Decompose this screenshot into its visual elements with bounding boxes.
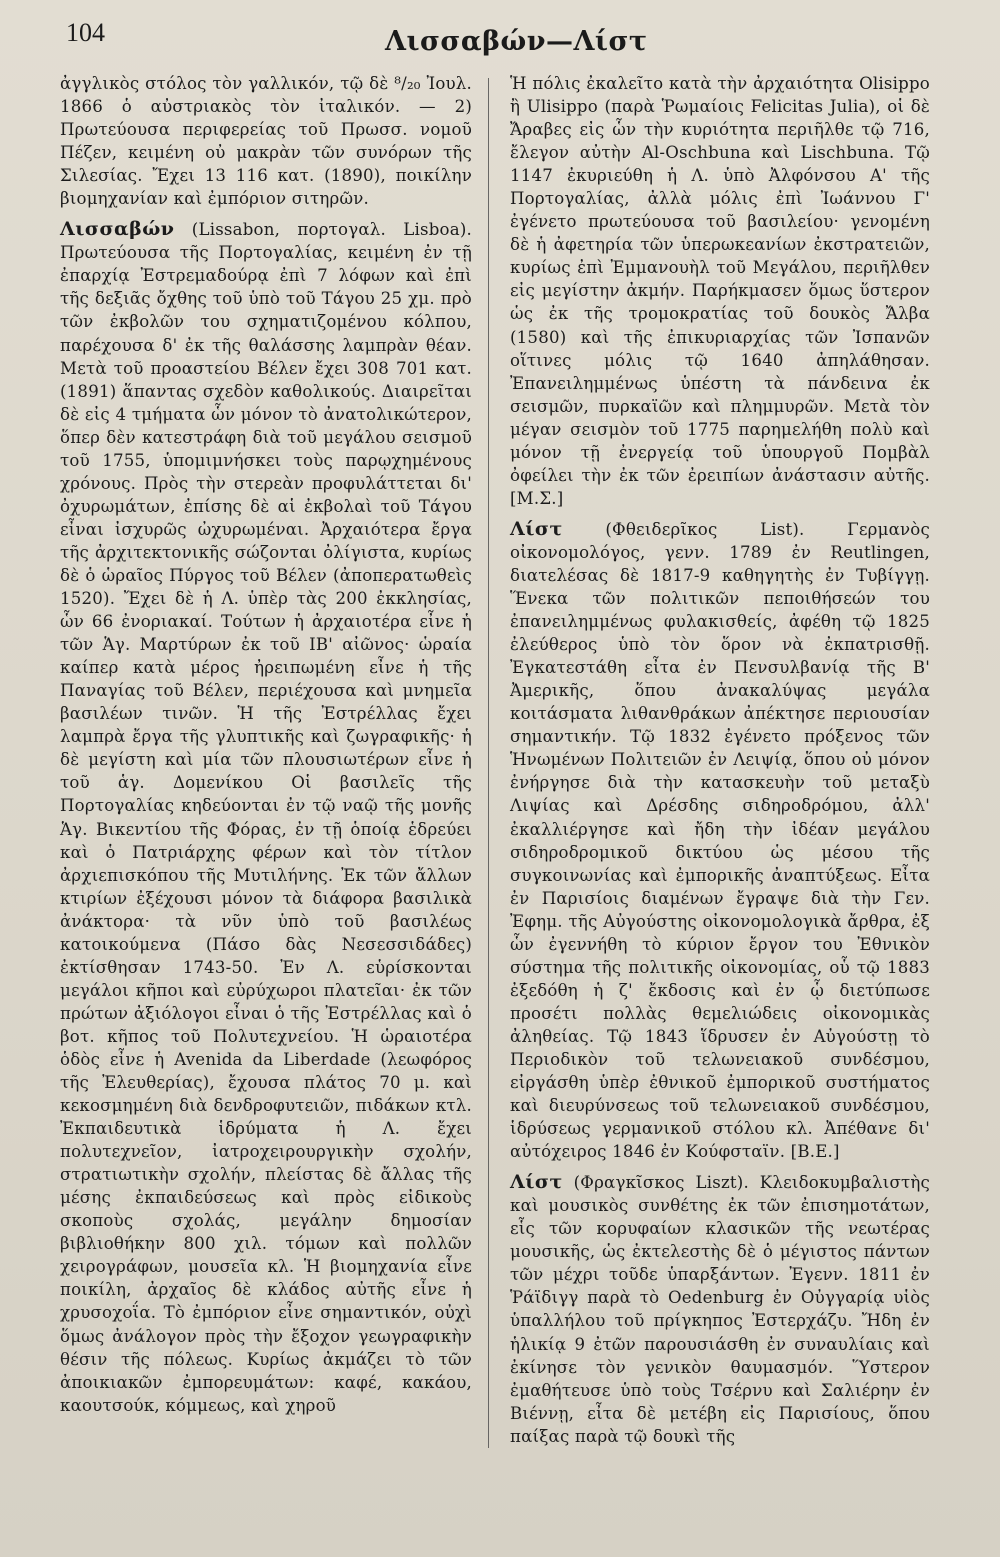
entry-headword: Λισσαβών [60, 218, 175, 241]
column-divider [488, 78, 489, 1448]
entry-lisbon [60, 218, 472, 1416]
entry-headword: Λίστ [510, 517, 563, 540]
left-column [60, 72, 472, 1417]
entry-text: (Φθειδερῖκος List). Γερμανὸς οἰκονομολόγος, γενν. 1789 ἐν Reutlingen, διατελέσας δὲ 1817-9 καθηγητὴς ἐν Τυβίγγῃ. Ἕνεκα τῶν πολιτικῶν πεποιθήσεών του ἐπανειλημμένως φυλακισθείς, ἀφέθη τῷ 1825 ἐλεύθερος ὑπὸ τὸν ὅρον νὰ ἐκπατρισθῇ. Ἐγκατεστάθη εἶτα ἐν Πενσυλβανίᾳ τῆς Β' Ἀμερικῆς, ὅπου ἀνακαλύψας μεγάλα κοιτάσματα λιθανθράκων ἀπέκτησε περιουσίαν σημαντικήν. Τῷ 1832 ἐγένετο πρόξενος τῶν Ἡνωμένων Πολιτειῶν ἐν Λειψίᾳ, ὅπου οὐ μόνον ἐνήργησε διὰ τὴν κατασκευὴν τοῦ μεταξὺ Λιψίας καὶ Δρέσδης σιδηροδρόμου, ἀλλ' ἐκαλλιέργησε καὶ ἤδη τὴν ἰδέαν μεγάλου σιδηροδρομικοῦ δικτύου ὡς μέσου τῆς συγκοινωνίας καὶ ἐμπορικῆς ἀναπτύξεως. Εἶτα ἐν Παρισίοις διαμένων ἔγραψε διὰ τὴν Γεν. Ἐφημ. τῆς Αὐγούστης οἰκονομολογικὰ ἄρθρα, ἐξ ὧν ἐγεννήθη τὸ κύριον ἔργον του Ἐθνικὸν σύστημα τῆς πολιτικῆς οἰκονομίας, οὗ τῷ 1883 ἐξεδόθη ἡ ζ' ἔκδοσις καὶ ἐν ᾧ διετύπωσε προσέτι πολλὰς θεμελιώδεις οἰκονομικὰς ἀληθείας. Τῷ 1843 ἵδρυσεν ἐν Αὐγούστῃ τὸ Περιοδικὸν τοῦ τελωνειακοῦ συνδέσμου, εἰργάσθη ὑπὲρ ἐθνικοῦ ἐμπορικοῦ συστήματος καὶ διευρύνσεως τοῦ τελωνειακοῦ συνδέσμου, ἱδρύσεως γερμανικοῦ στόλου κλ. Ἀπέθανε δι' αὐτόχειρος 1846 ἐν Κούφσταϊν. [Β.Ε.] [510, 519, 930, 1162]
right-column [510, 72, 930, 1448]
entry-headword: Λίστ [510, 1171, 563, 1194]
entry-list-friedrich [510, 518, 930, 1163]
continued-paragraph: Ἡ πόλις ἐκαλεῖτο κατὰ τὴν ἀρχαιότητα Olisippo ἢ Ulisippo (παρὰ Ῥωμαίοις Felicitas Julia), οἱ δὲ Ἄραβες εἰς ὧν τὴν κυριότητα περιῆλθε τῷ 716, ἔλεγον αὐτὴν Al-Oschbuna καὶ Lischbuna. Τῷ 1147 ἐκυριεύθη ἡ Λ. ὑπὸ Ἀλφόνσου Α' τῆς Πορτογαλίας, ἀλλὰ μόλις ἐπὶ Ἰωάννου Γ' ἐγένετο πρωτεύουσα τοῦ βασιλείου· γενομένη δὲ ἡ ἀφετηρία τῶν ὑπερωκεανίων ἐκστρατειῶν, κυρίως ἐπὶ Ἐμμανουὴλ τοῦ Μεγάλου, περιῆλθεν εἰς μεγίστην ἀκμήν. Παρήκμασεν ὅμως ὕστερον ὡς ἐκ τῆς τρομοκρατίας τοῦ δουκὸς Ἄλβα (1580) καὶ τῆς ἐπικυριαρχίας τῶν Ἰσπανῶν οἵτινες μόλις τῷ 1640 ἀπηλάθησαν. Ἐπανειλημμένως ὑπέστη τὰ πάνδεινα ἐκ σεισμῶν, πυρκαϊῶν καὶ πλημμυρῶν. Μετὰ τὸν μέγαν σεισμὸν τοῦ 1775 παρημελήθη πολὺ καὶ μόνον τῇ ἐνεργείᾳ τοῦ ὑπουργοῦ Πομβὰλ ὀφείλει τὴν ἐκ τῶν ἐρειπίων ἀνάστασιν αὐτῆς. [Μ.Σ.] [510, 74, 930, 508]
running-head: Λισσαβών—Λίστ [385, 26, 648, 57]
entry-text: (Φραγκῖσκος Liszt). Κλειδοκυμβαλιστὴς καὶ μουσικὸς συνθέτης ἐκ τῶν ἐπισημοτάτων, εἷς τῶν κορυφαίων κλασικῶν τῆς νεωτέρας μουσικῆς, ὡς ἐκτελεστὴς δὲ ὁ μέγιστος πάντων τῶν μέχρι τοῦδε ὑπαρξάντων. Ἐγενν. 1811 ἐν Ῥάϊδιγγ παρὰ τὸ Oedenburg ἐν Οὐγγαρίᾳ υἱὸς ὑπαλλήλου τοῦ πρίγκηπος Ἐστερχάζυ. Ἤδη ἐν ἡλικίᾳ 9 ἐτῶν παρουσιάσθη ἐν συναυλίαις καὶ ἐκίνησε τὸν γενικὸν θαυμασμόν. Ὕστερον ἐμαθήτευσε ὑπὸ τοὺς Τσέρνυ καὶ Σαλιέρην ἐν Βιέννῃ, εἶτα δὲ μετέβη εἰς Παρισίους, ὅπου παίξας παρὰ τῷ δουκὶ τῆς [510, 1173, 930, 1446]
entry-text: (Lissabon, πορτογαλ. Lisboa). Πρωτεύουσα τῆς Πορτογαλίας, κειμένη ἐν τῇ ἐπαρχίᾳ Ἐστρεμαδούρᾳ ἐπὶ 7 λόφων καὶ ἐπὶ τῆς δεξιᾶς ὄχθης τοῦ ὑπὸ τοῦ Τάγου 25 χμ. πρὸ τῶν ἐκβολῶν του σχηματιζομένου κόλπου, παρέχουσα δ' ἐκ τῆς θαλάσσης λαμπρὰν θέαν. Μετὰ τοῦ προαστείου Βέλεν ἔχει 308 701 κατ. (1891) ἅπαντας σχεδὸν καθολικούς. Διαιρεῖται δὲ εἰς 4 τμήματα ὧν μόνον τὸ ἀνατολικώτερον, ὅπερ δὲν κατεστράφη διὰ τοῦ μεγάλου σεισμοῦ τοῦ 1755, ὑπομιμνήσκει τοὺς παρῳχημένους χρόνους. Πρὸς τὴν στερεὰν προφυλάττεται δι' ὀχυρωμάτων, ἐπίσης δὲ αἱ ἐκβολαὶ τοῦ Τάγου εἶναι ἰσχυρῶς ὠχυρωμέναι. Ἀρχαιότερα ἔργα τῆς ἀρχιτεκτονικῆς σώζονται ὀλίγιστα, κυρίως δὲ ὁ ὡραῖος Πύργος τοῦ Βέλεν (ἀποπερατωθεὶς 1520). Ἔχει δὲ ἡ Λ. ὑπὲρ τὰς 200 ἐκκλησίας, ὧν 66 ἐνοριακαί. Τούτων ἡ ἀρχαιοτέρα εἶνε ἡ τῶν Ἁγ. Μαρτύρων ἐκ τοῦ ΙΒ' αἰῶνος· ὡραία καίπερ κατὰ μέρος ἠρειπωμένη εἶνε ἡ τῆς Παναγίας τοῦ Βέλεν, περιέχουσα καὶ μνημεῖα βασιλέων τινῶν. Ἡ τῆς Ἐστρέλλας ἔχει λαμπρὰ ἔργα τῆς γλυπτικῆς καὶ ζωγραφικῆς· ἡ δὲ μεγίστη καὶ μία τῶν πλουσιωτέρων εἶνε ἡ τοῦ ἁγ. Δομενίκου Οἱ βασιλεῖς τῆς Πορτογαλίας κηδεύονται ἐν τῷ ναῷ τῆς μονῆς Ἁγ. Βικεντίου τῆς Φόρας, ἐν τῇ ὁποίᾳ ἑδρεύει καὶ ὁ Πατριάρχης φέρων καὶ τὸν τίτλον ἀρχιεπισκόπου τῆς Μυτιλήνης. Ἐκ τῶν ἄλλων κτιρίων ἐξέχουσι μόνον τὰ διάφορα βασιλικὰ ἀνάκτορα· τὰ νῦν ὑπὸ τοῦ βασιλέως κατοικούμενα (Πάσο δὰς Νεσεσσιδάδες) ἐκτίσθησαν 1743-50. Ἐν Λ. εὑρίσκονται μεγάλοι κῆποι καὶ εὐρύχωροι πλατεῖαι· ἐκ τῶν πρώτων ἀξιόλογοι εἶναι ὁ τῆς Ἐστρέλλας καὶ ὁ βοτ. κῆπος τοῦ Πολυτεχνείου. Ἡ ὡραιοτέρα ὁδὸς εἶνε ἡ Avenida da Liberdade (λεωφόρος τῆς Ἐλευθερίας), ἔχουσα πλάτος 70 μ. καὶ κεκοσμημένη διὰ δενδροφυτειῶν, πιδάκων κτλ. Ἐκπαιδευτικὰ ἱδρύματα ἡ Λ. ἔχει πολυτεχνεῖον, ἰατροχειρουργικὴν σχολήν, στρατιωτικὴν σχολήν, πλείστας δὲ ἄλλας τῆς μέσης ἐκπαιδεύσεως καὶ πρὸς εἰδικοὺς σκοποὺς σχολάς, μεγάλην δημοσίαν βιβλιοθήκην 800 χιλ. τόμων καὶ πολλῶν χειρογράφων, μουσεῖα κλ. Ἡ βιομηχανία εἶνε ποικίλη, ἀρχαῖος δὲ κλάδος αὐτῆς εἶνε ἡ χρυσοχοΐα. Τὸ ἐμπόριον εἶνε σημαντικόν, οὐχὶ ὅμως ἀνάλογον πρὸς τὴν ἔξοχον γεωγραφικὴν θέσιν τῆς πόλεως. Κυρίως ἀκμάζει τὸ τῶν ἀποικιακῶν ἐμπορευμάτων: καφέ, κακάου, καουτσούκ, κόμμεως, καὶ χηροῦ [60, 220, 472, 1415]
continued-paragraph: ἀγγλικὸς στόλος τὸν γαλλικόν, τῷ δὲ ⁸/₂₀ Ἰουλ. 1866 ὁ αὐστριακὸς τὸν ἰταλικόν. — 2) Πρωτεύουσα περιφερείας τοῦ Πρωσσ. νομοῦ Πέζεν, κειμένη οὐ μακρὰν τῶν συνόρων τῆς Σιλεσίας. Ἔχει 13 116 κατ. (1890), ποικίλην βιομηχανίαν καὶ ἐμπόριον σιτηρῶν. [60, 74, 472, 209]
entry-liszt-franz [510, 1171, 930, 1448]
page-number: 104 [66, 18, 105, 47]
